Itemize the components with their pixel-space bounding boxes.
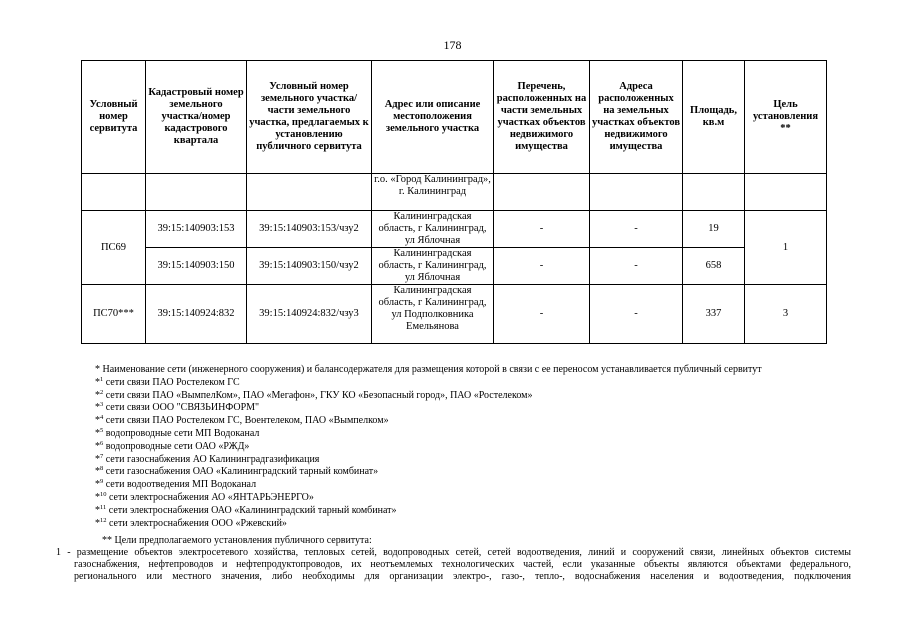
page-number: 178 bbox=[443, 38, 462, 52]
cadastral-number-cell: 39:15:140903:150 bbox=[146, 248, 247, 285]
header-objects-list: Перечень, расположенных на части земельных участках объектов недвижимого имущества bbox=[494, 61, 590, 174]
header-address: Адрес или описание местоположения земельного участка bbox=[372, 61, 494, 174]
table-cell bbox=[683, 174, 745, 211]
table-cell bbox=[247, 174, 372, 211]
objects-cell: - bbox=[494, 248, 590, 285]
table-row bbox=[82, 174, 827, 211]
footnote-item: *$^9$ сети водоотведения МП Водоканал bbox=[95, 478, 257, 491]
table-cell bbox=[146, 174, 247, 211]
area-cell: 658 bbox=[683, 248, 745, 285]
footnote-item: *$^6$ водопроводные сети ОАО «РЖД» bbox=[95, 439, 250, 452]
area-cell: 337 bbox=[683, 285, 745, 344]
footnote-item: *$^2$ сети связи ПАО «ВымпелКом», ПАО «Мегафон», ГКУ КО «Безопасный город», ПАО «Ростелеком» bbox=[95, 388, 533, 401]
table-cell bbox=[82, 174, 146, 211]
objects-cell: - bbox=[494, 285, 590, 344]
goal-cell: 3 bbox=[745, 285, 827, 344]
header-goal: Цель установления ** bbox=[745, 61, 827, 174]
goals-section bbox=[56, 535, 851, 583]
header-plot-part-number: Условный номер земельного участка/части земельного участка, предлагаемых к установлению публичного сервитута bbox=[247, 61, 372, 174]
table-row bbox=[82, 285, 827, 344]
footnote-item: *$^{10}$ сети электроснабжения АО «ЯНТАРЬЭНЕРГО» bbox=[95, 490, 314, 503]
table-cell bbox=[745, 174, 827, 211]
address-cell: Калининградская область, г Калининград, ул Яблочная bbox=[372, 248, 494, 285]
footnote-item: *$^1$ сети связи ПАО Ростелеком ГС bbox=[95, 375, 240, 388]
servitut-number-cell: ПС70*** bbox=[82, 285, 146, 344]
goal-cell: 1 bbox=[745, 211, 827, 285]
cadastral-number-cell: 39:15:140924:832 bbox=[146, 285, 247, 344]
header-area: Площадь, кв.м bbox=[683, 61, 745, 174]
plot-part-cell: 39:15:140924:832/чзу3 bbox=[247, 285, 372, 344]
object-addresses-cell: - bbox=[590, 248, 683, 285]
objects-cell: - bbox=[494, 211, 590, 248]
header-objects-addresses: Адреса расположенных на земельных участках объектов недвижимого имущества bbox=[590, 61, 683, 174]
footnote-item: *$^8$ сети газоснабжения ОАО «Калининградский тарный комбинат» bbox=[95, 465, 379, 478]
footnote-item: *$^7$ сети газоснабжения АО Калининградгазификация bbox=[95, 452, 320, 465]
servitut-number-cell: ПС69 bbox=[82, 211, 146, 285]
footnote-item: *$^4$ сети связи ПАО Ростелеком ГС, Воентелеком, ПАО «Вымпелком» bbox=[95, 414, 389, 427]
plot-part-cell: 39:15:140903:153/чзу2 bbox=[247, 211, 372, 248]
goal-item-line: 1 - размещение объектов электросетевого хозяйства, тепловых сетей, водопроводных сетей, сетей водоотведения, линий и сооружений связи, линейных объектов системы bbox=[56, 547, 851, 558]
goal-item-line: регионального или местного значения, либо необходимы для организации электро-, газо-, тепло-, водоснабжения населения и водоотведения, подключения bbox=[74, 571, 851, 582]
goal-item-1 bbox=[56, 547, 851, 583]
header-cadastral-number: Кадастровый номер земельного участка/номер кадастрового квартала bbox=[146, 61, 247, 174]
area-cell: 19 bbox=[683, 211, 745, 248]
footnote-item: *$^3$ сети связи ООО "СВЯЗЬИНФОРМ" bbox=[95, 401, 260, 414]
footnote-intro: * Наименование сети (инженерного сооружения) и балансодержателя для размещения которой в связи с ее переносом устанавливается публичный сервитут bbox=[95, 364, 762, 375]
address-cell: г.о. «Город Калининград», г. Калининград bbox=[372, 174, 494, 211]
footnotes bbox=[95, 364, 845, 530]
footnote-item: *$^{11}$ сети электроснабжения ОАО «Калининградский тарный комбинат» bbox=[95, 503, 397, 516]
header-servitut-number: Условный номер сервитута bbox=[82, 61, 146, 174]
cadastral-number-cell: 39:15:140903:153 bbox=[146, 211, 247, 248]
goal-item-line: газоснабжения, нефтепроводов и нефтепродуктопроводов, их неотъемлемых технологических частей, если указанные объекты являются объектами федерального, bbox=[74, 559, 851, 570]
object-addresses-cell: - bbox=[590, 211, 683, 248]
plot-part-cell: 39:15:140903:150/чзу2 bbox=[247, 248, 372, 285]
table-cell bbox=[590, 174, 683, 211]
object-addresses-cell: - bbox=[590, 285, 683, 344]
footnote-item: *$^5$ водопроводные сети МП Водоканал bbox=[95, 426, 260, 439]
address-cell: Калининградская область, г Калининград, ул Яблочная bbox=[372, 211, 494, 248]
table-row bbox=[82, 248, 827, 285]
footnote-item: *$^{12}$ сети электроснабжения ООО «Ржевский» bbox=[95, 516, 287, 529]
table-cell bbox=[494, 174, 590, 211]
goals-title: ** Цели предполагаемого установления публичного сервитута: bbox=[102, 535, 372, 546]
table-header-row bbox=[82, 61, 827, 174]
servitut-table bbox=[81, 60, 827, 344]
table-row bbox=[82, 211, 827, 248]
address-cell: Калининградская область, г Калининград, ул Подполковника Емельянова bbox=[372, 285, 494, 344]
